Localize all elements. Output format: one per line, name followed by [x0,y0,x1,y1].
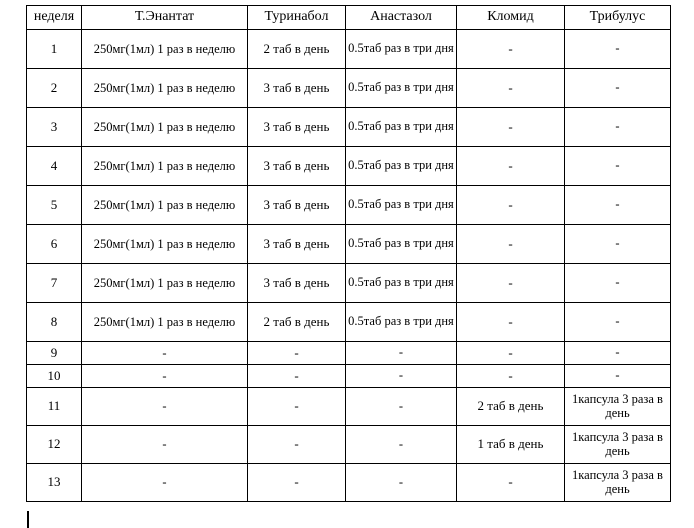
enanthate-cell: - [82,464,248,502]
week-cell: 8 [27,303,82,342]
anastrozole-cell: - [346,365,457,388]
week-cell: 9 [27,342,82,365]
turinabol-cell: - [248,426,346,464]
table-row [27,264,671,303]
enanthate-cell: - [82,388,248,426]
turinabol-cell: - [248,342,346,365]
anastrozole-cell: - [346,464,457,502]
table-row [27,108,671,147]
turinabol-cell: 3 таб в день [248,147,346,186]
column-header-clomid: Кломид [457,6,565,30]
clomid-cell: - [457,342,565,365]
clomid-cell: - [457,365,565,388]
turinabol-cell: - [248,388,346,426]
enanthate-cell: 250мг(1мл) 1 раз в неделю [82,186,248,225]
table-row [27,186,671,225]
column-header-anastrozole: Анастазол [346,6,457,30]
anastrozole-cell: 0.5таб раз в три дня [346,108,457,147]
tribulus-cell: - [565,303,671,342]
anastrozole-cell: 0.5таб раз в три дня [346,147,457,186]
anastrozole-cell: - [346,342,457,365]
column-header-turinabol: Туринабол [248,6,346,30]
enanthate-cell: 250мг(1мл) 1 раз в неделю [82,147,248,186]
turinabol-cell: 3 таб в день [248,108,346,147]
enanthate-cell: 250мг(1мл) 1 раз в неделю [82,30,248,69]
tribulus-cell: - [565,365,671,388]
tribulus-cell: - [565,147,671,186]
anastrozole-cell: - [346,426,457,464]
week-cell: 7 [27,264,82,303]
table-row [27,388,671,426]
tribulus-cell: - [565,69,671,108]
clomid-cell: - [457,225,565,264]
tribulus-cell: 1капсула 3 раза в день [565,464,671,502]
column-header-tribulus: Трибулус [565,6,671,30]
week-cell: 6 [27,225,82,264]
clomid-cell: - [457,186,565,225]
week-cell: 12 [27,426,82,464]
week-cell: 1 [27,30,82,69]
enanthate-cell: 250мг(1мл) 1 раз в неделю [82,69,248,108]
clomid-cell: - [457,108,565,147]
week-cell: 13 [27,464,82,502]
anastrozole-cell: 0.5таб раз в три дня [346,303,457,342]
clomid-cell: - [457,264,565,303]
turinabol-cell: 2 таб в день [248,30,346,69]
turinabol-cell: - [248,464,346,502]
turinabol-cell: - [248,365,346,388]
table-row [27,225,671,264]
anastrozole-cell: 0.5таб раз в три дня [346,264,457,303]
enanthate-cell: - [82,342,248,365]
week-cell: 10 [27,365,82,388]
stray-vertical-mark [27,511,29,528]
enanthate-cell: 250мг(1мл) 1 раз в неделю [82,303,248,342]
clomid-cell: - [457,30,565,69]
table-row [27,342,671,365]
table-row [27,426,671,464]
table-row [27,69,671,108]
tribulus-cell: - [565,186,671,225]
clomid-cell: - [457,464,565,502]
enanthate-cell: 250мг(1мл) 1 раз в неделю [82,225,248,264]
turinabol-cell: 3 таб в день [248,186,346,225]
anastrozole-cell: 0.5таб раз в три дня [346,69,457,108]
table-header [27,6,671,30]
column-header-week: неделя [27,6,82,30]
clomid-cell: - [457,69,565,108]
table-row [27,30,671,69]
tribulus-cell: - [565,342,671,365]
clomid-cell: 2 таб в день [457,388,565,426]
turinabol-cell: 3 таб в день [248,225,346,264]
anastrozole-cell: - [346,388,457,426]
table-row [27,147,671,186]
anastrozole-cell: 0.5таб раз в три дня [346,30,457,69]
enanthate-cell: 250мг(1мл) 1 раз в неделю [82,264,248,303]
table-body [27,30,671,502]
turinabol-cell: 2 таб в день [248,303,346,342]
turinabol-cell: 3 таб в день [248,69,346,108]
cycle-schedule-table [26,5,671,502]
tribulus-cell: - [565,225,671,264]
week-cell: 11 [27,388,82,426]
week-cell: 5 [27,186,82,225]
week-cell: 2 [27,69,82,108]
tribulus-cell: - [565,30,671,69]
header-row [27,6,671,30]
enanthate-cell: - [82,426,248,464]
anastrozole-cell: 0.5таб раз в три дня [346,225,457,264]
clomid-cell: 1 таб в день [457,426,565,464]
clomid-cell: - [457,147,565,186]
anastrozole-cell: 0.5таб раз в три дня [346,186,457,225]
table-row [27,303,671,342]
tribulus-cell: 1капсула 3 раза в день [565,388,671,426]
table-row [27,464,671,502]
week-cell: 3 [27,108,82,147]
enanthate-cell: 250мг(1мл) 1 раз в неделю [82,108,248,147]
table-row [27,365,671,388]
week-cell: 4 [27,147,82,186]
turinabol-cell: 3 таб в день [248,264,346,303]
column-header-enanthate: Т.Энантат [82,6,248,30]
tribulus-cell: - [565,108,671,147]
enanthate-cell: - [82,365,248,388]
tribulus-cell: 1капсула 3 раза в день [565,426,671,464]
clomid-cell: - [457,303,565,342]
tribulus-cell: - [565,264,671,303]
